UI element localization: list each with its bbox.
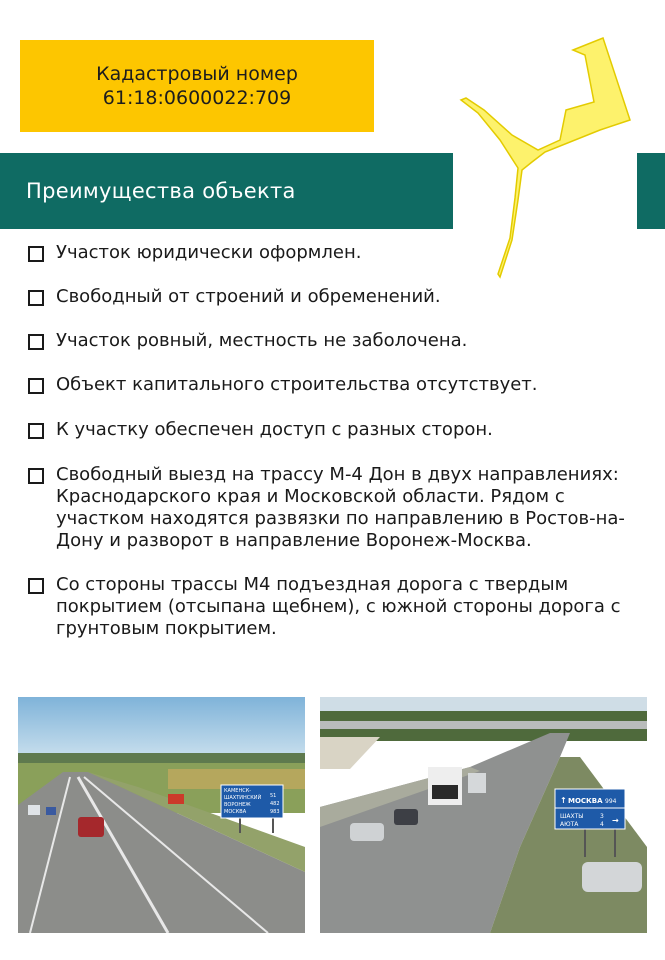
sign-text: → [612, 816, 619, 825]
checkbox-icon [28, 468, 44, 484]
parked-car [582, 862, 642, 892]
sign-text: АЮТА [560, 821, 579, 828]
cadastral-number: 61:18:0600022:709 [102, 87, 292, 109]
sign-text: ШАХТИНСКИЙ [224, 795, 262, 801]
highway-illustration-right [320, 697, 647, 933]
sign-text: ШАХТЫ [560, 813, 584, 820]
list-item [28, 374, 628, 396]
sign-number: 4 [600, 821, 604, 828]
list-item [28, 419, 628, 441]
feature-text: Со стороны трассы М4 подъездная дорога с твердым покрытием (отсыпана щебнем), с южной стороны дорога с грунтовым покрытием. [56, 574, 621, 639]
sign-text: ↑ [560, 796, 567, 805]
cadastral-label: Кадастровый номер [96, 63, 298, 85]
overpass [320, 721, 647, 729]
highway-photo-right [320, 697, 647, 933]
section-banner [0, 153, 453, 229]
truck [28, 805, 40, 815]
section-title: Преимущества объекта [26, 179, 296, 203]
silver-car [350, 823, 384, 841]
list-item [28, 286, 628, 308]
checkbox-icon [28, 290, 44, 306]
sign-number: 983 [270, 809, 280, 815]
truck [468, 773, 486, 793]
sign-text: ВОРОНЕЖ [224, 802, 251, 808]
sign-number: 994 [605, 798, 617, 805]
list-item [28, 574, 628, 640]
features-list [28, 242, 628, 640]
sign-number: 482 [270, 801, 280, 807]
list-item [28, 464, 628, 552]
cadastral-number-box [20, 40, 374, 132]
sign-number: 51 [270, 793, 277, 799]
feature-text: Участок ровный, местность не заболочена. [56, 330, 468, 351]
highway-illustration-left [18, 697, 305, 933]
checkbox-icon [28, 246, 44, 262]
billboard [168, 794, 184, 804]
feature-text: К участку обеспечен доступ с разных сторон. [56, 419, 493, 440]
feature-text: Свободный выезд на трассу М-4 Дон в двух направлениях: Краснодарского края и Московской области. Рядом с участком находятся развязки по направлению в Ростов-на-Дону и разворот в направление Воронеж-Москва. [56, 464, 625, 551]
sign-text: МОСКВА [224, 809, 247, 815]
feature-text: Свободный от строений и обременений. [56, 286, 441, 307]
feature-text: Участок юридически оформлен. [56, 242, 362, 263]
feature-text: Объект капитального строительства отсутствует. [56, 374, 538, 395]
banner-accent [637, 153, 665, 229]
truck-windshield [432, 785, 458, 799]
checkbox-icon [28, 378, 44, 394]
red-car [78, 817, 104, 837]
checkbox-icon [28, 578, 44, 594]
list-item [28, 330, 628, 352]
sign-number: 3 [600, 813, 604, 820]
highway-photo-left [18, 697, 305, 933]
list-item [28, 242, 628, 264]
truck [46, 807, 56, 815]
dark-car [394, 809, 418, 825]
sign-text: КАМЕНСК- [224, 788, 252, 794]
checkbox-icon [28, 334, 44, 350]
sign-text: МОСКВА [568, 797, 603, 805]
checkbox-icon [28, 423, 44, 439]
bridge-abutment [320, 737, 380, 769]
